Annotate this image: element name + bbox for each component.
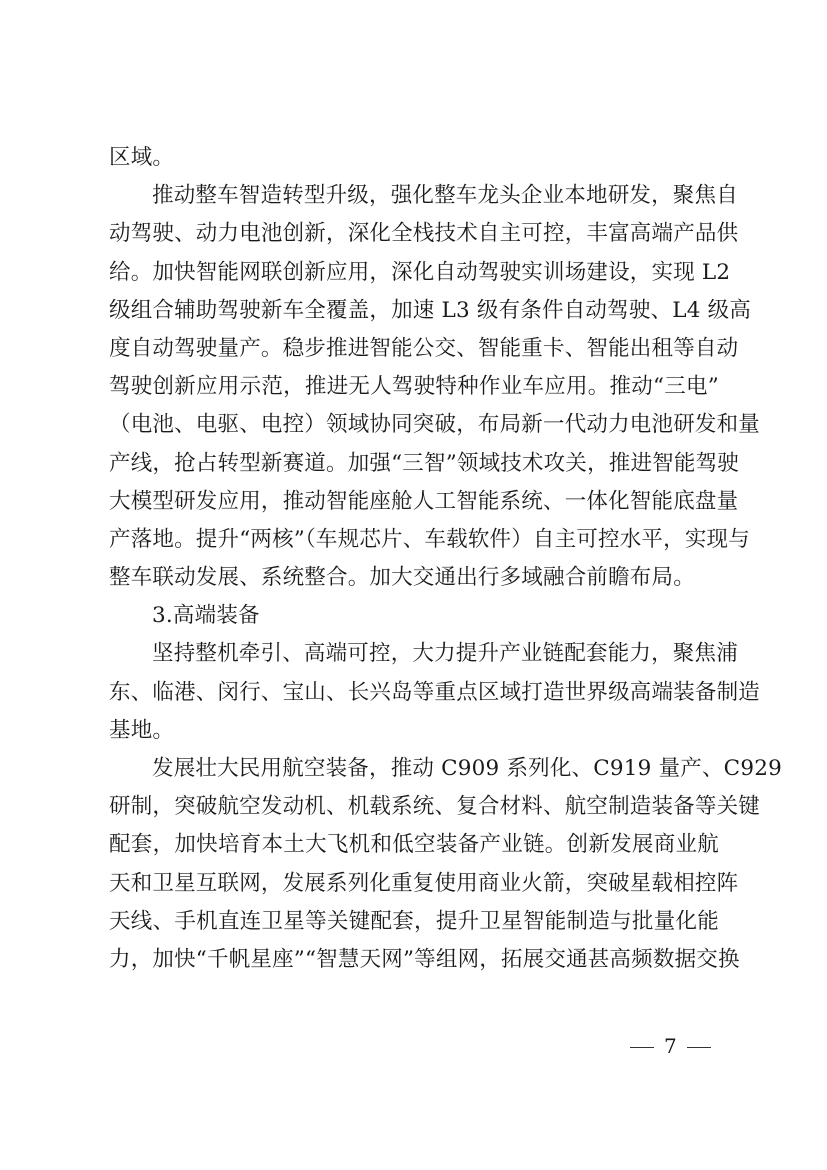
paragraph <box>109 635 761 750</box>
page-number: 7 <box>664 1034 677 1058</box>
text-line: 东、临港、闵行、宝山、长兴岛等重点区域打造世界级高端装备制造 <box>109 679 761 705</box>
text-line: 驾驶创新应用示范，推进无人驾驶特种作业车应用。推动“三电” <box>109 374 719 400</box>
footer-dash-left <box>630 1047 654 1048</box>
body-text <box>109 139 782 979</box>
text-line: 发展壮大民用航空装备，推动 C909 系列化、C919 量产、C929 <box>152 756 782 781</box>
text-line: （电池、电驱、电控）领域协同突破，布局新一代动力电池研发和量 <box>109 412 761 438</box>
text-line: 级组合辅助驾驶新车全覆盖，加速 L3 级有条件自动驾驶、L4 级高 <box>109 297 752 323</box>
text-line: 动驾驶、动力电池创新，深化全栈技术自主可控，丰富高端产品供 <box>109 221 739 247</box>
text-line: 配套，加快培育本土大飞机和低空装备产业链。创新发展商业航 <box>109 832 719 858</box>
paragraph <box>109 750 782 979</box>
text-line: 区域。 <box>109 145 175 170</box>
text-line: 产线，抢占转型新赛道。加强“三智”领域技术攻关，推进智能驾驶 <box>109 450 739 476</box>
text-line: 度自动驾驶量产。稳步推进智能公交、智能重卡、智能出租等自动 <box>109 335 739 361</box>
text-line: 天和卫星互联网，发展系列化重复使用商业火箭，突破星载相控阵 <box>109 870 739 896</box>
paragraph <box>109 177 761 597</box>
page-footer <box>620 1034 721 1058</box>
text-line: 推动整车智造转型升级，强化整车龙头企业本地研发，聚焦自 <box>152 183 738 209</box>
text-line: 基地。 <box>109 717 175 743</box>
text-line: 大模型研发应用，推动智能座舱人工智能系统、一体化智能底盘量 <box>109 488 739 514</box>
text-line: 3.高端装备 <box>152 603 260 629</box>
text-line: 坚持整机牵引、高端可控，大力提升产业链配套能力，聚焦浦 <box>152 641 738 667</box>
section-heading <box>109 597 719 635</box>
text-line: 天线、手机直连卫星等关键配套，提升卫星智能制造与批量化能 <box>109 908 719 934</box>
paragraph <box>109 139 719 177</box>
footer-dash-right <box>687 1047 711 1048</box>
text-line: 力，加快“千帆星座”“智慧天网”等组网，拓展交通甚高频数据交换 <box>109 946 740 972</box>
text-line: 整车联动发展、系统整合。加大交通出行多域融合前瞻布局。 <box>109 565 695 591</box>
text-line: 研制，突破航空发动机、机载系统、复合材料、航空制造装备等关键 <box>109 794 761 820</box>
text-line: 给。加快智能网联创新应用，深化自动驾驶实训场建设，实现 L2 <box>109 259 731 285</box>
text-line: 产落地。提升“两核”（车规芯片、车载软件）自主可控水平，实现与 <box>109 526 750 552</box>
